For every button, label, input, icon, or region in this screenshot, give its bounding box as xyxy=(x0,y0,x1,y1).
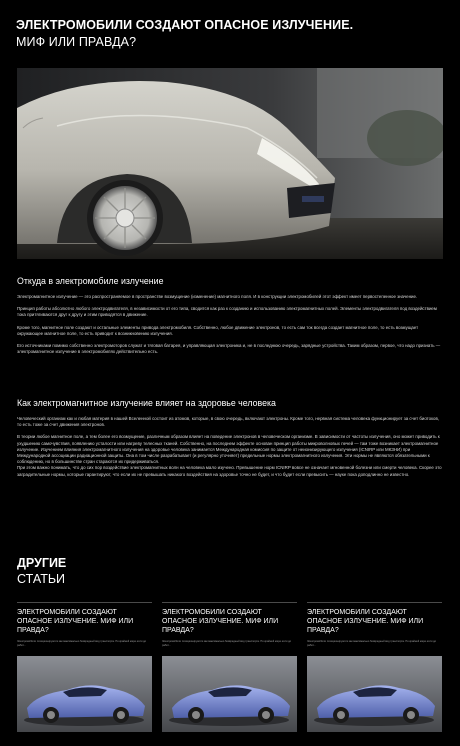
paragraph: При этом важно понимать, что до сих пор воздействие электромагнитных волн на человека мало изучено. Превышение норм ICNIRP вовсе не означает мгновенной болезни или смерти человека. Скорее это заградительные нормы, которые гарантируют, что если их не превышать никакого воздействия на здоровье точно не будет, и что будет если превысить — науке пока доподлинно не известно. xyxy=(17,465,442,477)
page-title xyxy=(16,17,446,51)
article-card[interactable] xyxy=(162,602,297,732)
article-card-image[interactable] xyxy=(17,656,152,732)
hero-car-photo xyxy=(17,68,443,259)
article-card-title[interactable]: ЭЛЕКТРОМОБИЛИ СОЗДАЮТ ОПАСНОЕ ИЗЛУЧЕНИЕ. МИФ ИЛИ ПРАВДА? xyxy=(307,609,424,634)
other-articles-title-line2: СТАТЬИ xyxy=(17,572,66,586)
section-heading: Как электромагнитное излучение влияет на здоровье человека xyxy=(17,398,276,408)
car-thumbnail xyxy=(307,656,442,732)
paragraph: Его источниками помимо собственно электромоторов служат и тяговая батарея, и управляющая электроника и, не в последнюю очередь, зарядные устройства. Таким образом, первое, что надо признать — электромагнитное излучение в электромобилях действительно есть. xyxy=(17,343,441,355)
paragraph: Человеческий организм как и любая материя в нашей Вселенной состоит из атомов, которые, в свою очередь, включают электроны. Кроме того, нервная система человека функционирует за счет биотоков, то есть тоже за счет движения электронов. xyxy=(17,416,440,428)
paragraph: Кроме того, магнитное поле создают и остальные элементы привода электромобиля. Собственно, любое движение электронов, то есть сам ток всегда создает магнитное поле, то есть возмущает окружающее магнитное поле, то есть приводит к возникновению излучения. xyxy=(17,324,419,336)
article-card[interactable] xyxy=(307,602,442,732)
article-card-title[interactable]: ЭЛЕКТРОМОБИЛИ СОЗДАЮТ ОПАСНОЕ ИЗЛУЧЕНИЕ. МИФ ИЛИ ПРАВДА? xyxy=(162,609,279,634)
article-card-excerpt: Электромобили позиционируются как максимально безвредный вид транспорта. По крайней мере если до работ... xyxy=(162,640,292,647)
divider xyxy=(307,602,442,603)
article-card[interactable] xyxy=(17,602,152,732)
divider xyxy=(17,602,152,603)
article-card-excerpt: Электромобили позиционируются как максимально безвредный вид транспорта. По крайней мере если до работ... xyxy=(307,640,437,647)
section-health-effects xyxy=(17,398,443,478)
paragraph: Электромагнитное излучение — это распространяемое в пространстве возмущение (изменение) магнитного поля. И в конструкции электромобилей этот эффект имеет первостепенное значение. xyxy=(17,294,418,299)
article-card-excerpt: Электромобили позиционируются как максимально безвредный вид транспорта. По крайней мере если до работ... xyxy=(17,640,147,647)
section-heading: Откуда в электромобиле излучение xyxy=(17,276,164,286)
page-title-line1: ЭЛЕКТРОМОБИЛИ СОЗДАЮТ ОПАСНОЕ ИЗЛУЧЕНИЕ. xyxy=(16,18,354,32)
article-card-title[interactable]: ЭЛЕКТРОМОБИЛИ СОЗДАЮТ ОПАСНОЕ ИЗЛУЧЕНИЕ. МИФ ИЛИ ПРАВДА? xyxy=(17,609,134,634)
article-card-image[interactable] xyxy=(307,656,442,732)
car-thumbnail xyxy=(162,656,297,732)
car-thumbnail xyxy=(17,656,152,732)
paragraph: Принцип работы абсолютно любого электродвигателя, в независимости от его типа, сводится как раз к созданию и использованию электромагнитных полей. Элементы электродвигателя под воздействием тока притягиваются друг к другу и этим приводятся в движение. xyxy=(17,306,437,318)
divider xyxy=(162,602,297,603)
paragraph: В теории любое магнитное поле, а тем более его возмущение, различным образом влияет на поведение электронов в человеческом организме. В зависимости от частоты излучения, оно может приводить к ухудшению самочувствия, появлению усталости или нагреву телесных тканей. Собственно, на последнем эффекте основан принцип работы микроволновых печей — там тоже возникает электромагнитное излучение. Изучением влияния электромагнитного излучения на здоровье человека занимается Международная комиссия по защите от неионизирующего излучения (ICNIRP или МКЗНИ) при Международной ассоциации радиационной защиты. Она в том числе разрабатывает (и регулярно уточняет) предельные нормы электромагнитного излучения. Эти нормы не являются обязательными к соблюдению, но в большинстве стран стараются их придерживаться. xyxy=(17,434,440,465)
other-articles-title-line1: ДРУГИЕ xyxy=(17,556,67,570)
section-radiation-source xyxy=(17,276,443,355)
page-title-line2: МИФ ИЛИ ПРАВДА? xyxy=(16,35,137,49)
hero-image xyxy=(17,68,443,259)
other-articles-title xyxy=(17,555,66,587)
article-card-image[interactable] xyxy=(162,656,297,732)
